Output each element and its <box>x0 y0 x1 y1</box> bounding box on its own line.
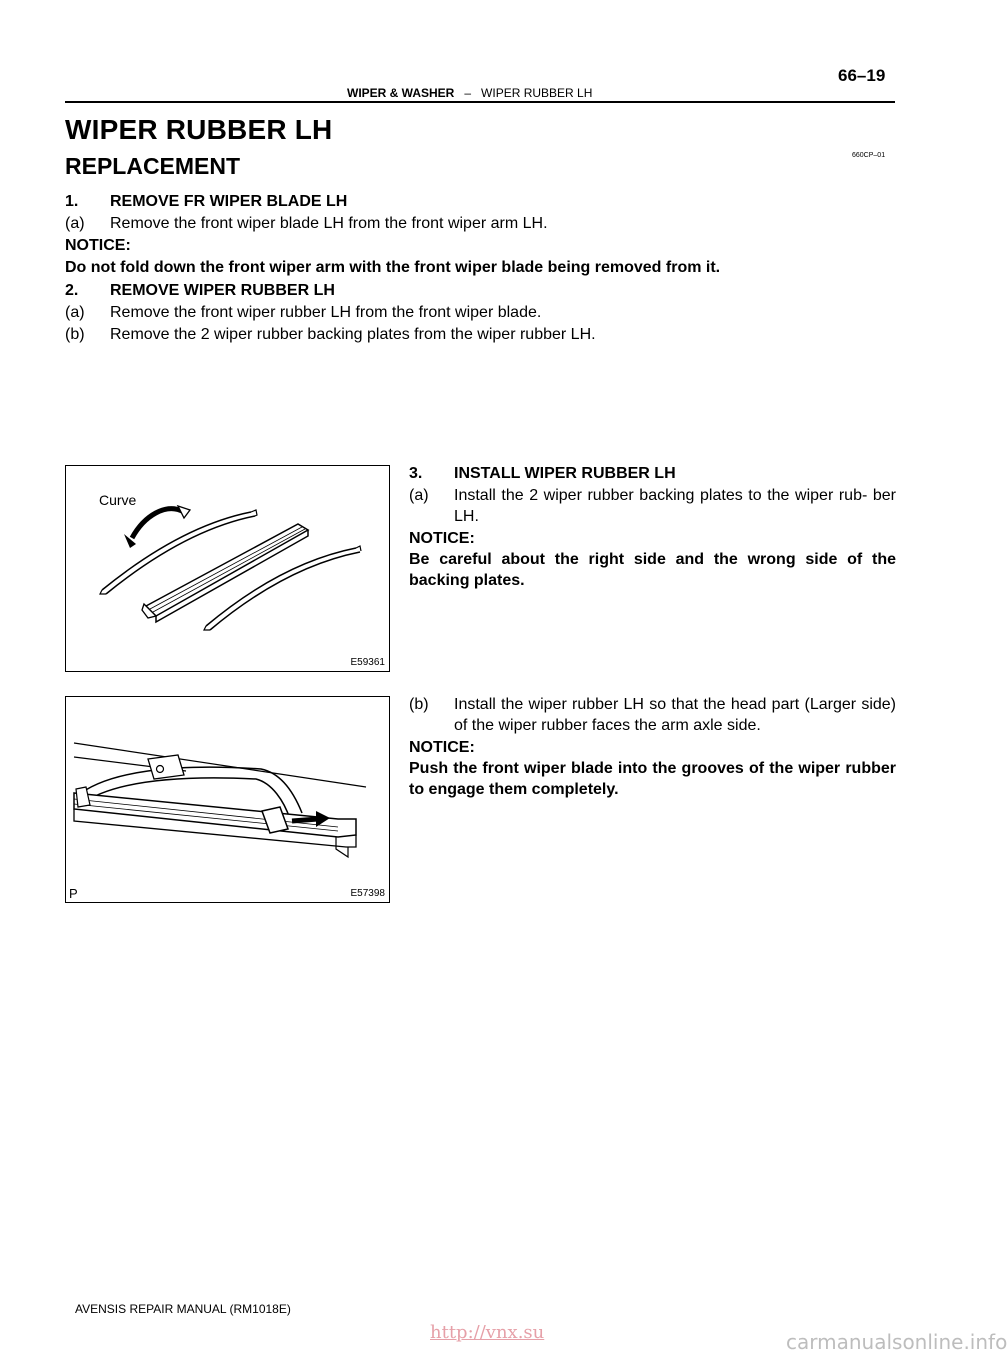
figure-id-1: E59361 <box>350 657 385 668</box>
figure-backing-plates <box>65 465 390 672</box>
page-title: WIPER RUBBER LH <box>65 114 333 145</box>
watermark-link[interactable]: http://vnx.su <box>430 1322 545 1343</box>
header-subsection: WIPER RUBBER LH <box>481 86 593 100</box>
step-2b: (b) Remove the 2 wiper rubber backing plates from the wiper rubber LH. <box>65 326 596 343</box>
footer-manual-ref: AVENSIS REPAIR MANUAL (RM1018E) <box>75 1302 291 1316</box>
wiper-blade-rubber-illustration <box>66 697 388 901</box>
notice-text-1: Do not fold down the front wiper arm with the front wiper blade being removed from it. <box>65 259 721 276</box>
step-3: 3. INSTALL WIPER RUBBER LH <box>409 465 676 482</box>
running-header <box>347 86 592 100</box>
notice-label-3: NOTICE: <box>409 530 475 547</box>
curve-label: Curve <box>99 492 137 508</box>
header-separator: – <box>464 86 472 100</box>
notice-label-3b: NOTICE: <box>409 739 475 756</box>
step-1a: (a) Remove the front wiper blade LH from the front wiper arm LH. <box>65 215 548 232</box>
figure-id-2: E57398 <box>350 888 385 899</box>
document-code: 660CP–01 <box>852 152 886 159</box>
step-3b: (b) Install the wiper rubber LH so that the head part (Larger side) of the wiper rubber faces the arm axle side. <box>409 696 896 734</box>
header-section: WIPER & WASHER <box>347 86 455 100</box>
notice-text-3b: Push the front wiper blade into the grooves of the wiper rubber to engage them completely. <box>409 760 896 798</box>
header-divider <box>65 101 895 103</box>
step-3a: (a) Install the 2 wiper rubber backing plates to the wiper rub- ber LH. <box>409 487 896 525</box>
step-1: 1. REMOVE FR WIPER BLADE LH <box>65 193 348 210</box>
notice-label-1: NOTICE: <box>65 237 131 254</box>
step-3-block <box>409 463 896 591</box>
step-3b-block <box>409 694 896 800</box>
watermark: carmanualsonline.info <box>786 1330 1007 1354</box>
figure-wiper-blade <box>65 696 390 903</box>
step-2: 2. REMOVE WIPER RUBBER LH <box>65 282 335 299</box>
page-number: 66–19 <box>838 66 886 85</box>
notice-text-3: Be careful about the right side and the wrong side of the backing plates. <box>409 551 896 589</box>
step-2a: (a) Remove the front wiper rubber LH from the front wiper blade. <box>65 304 542 321</box>
section-heading: REPLACEMENT <box>65 153 241 179</box>
figure-corner-mark: P <box>69 886 78 901</box>
